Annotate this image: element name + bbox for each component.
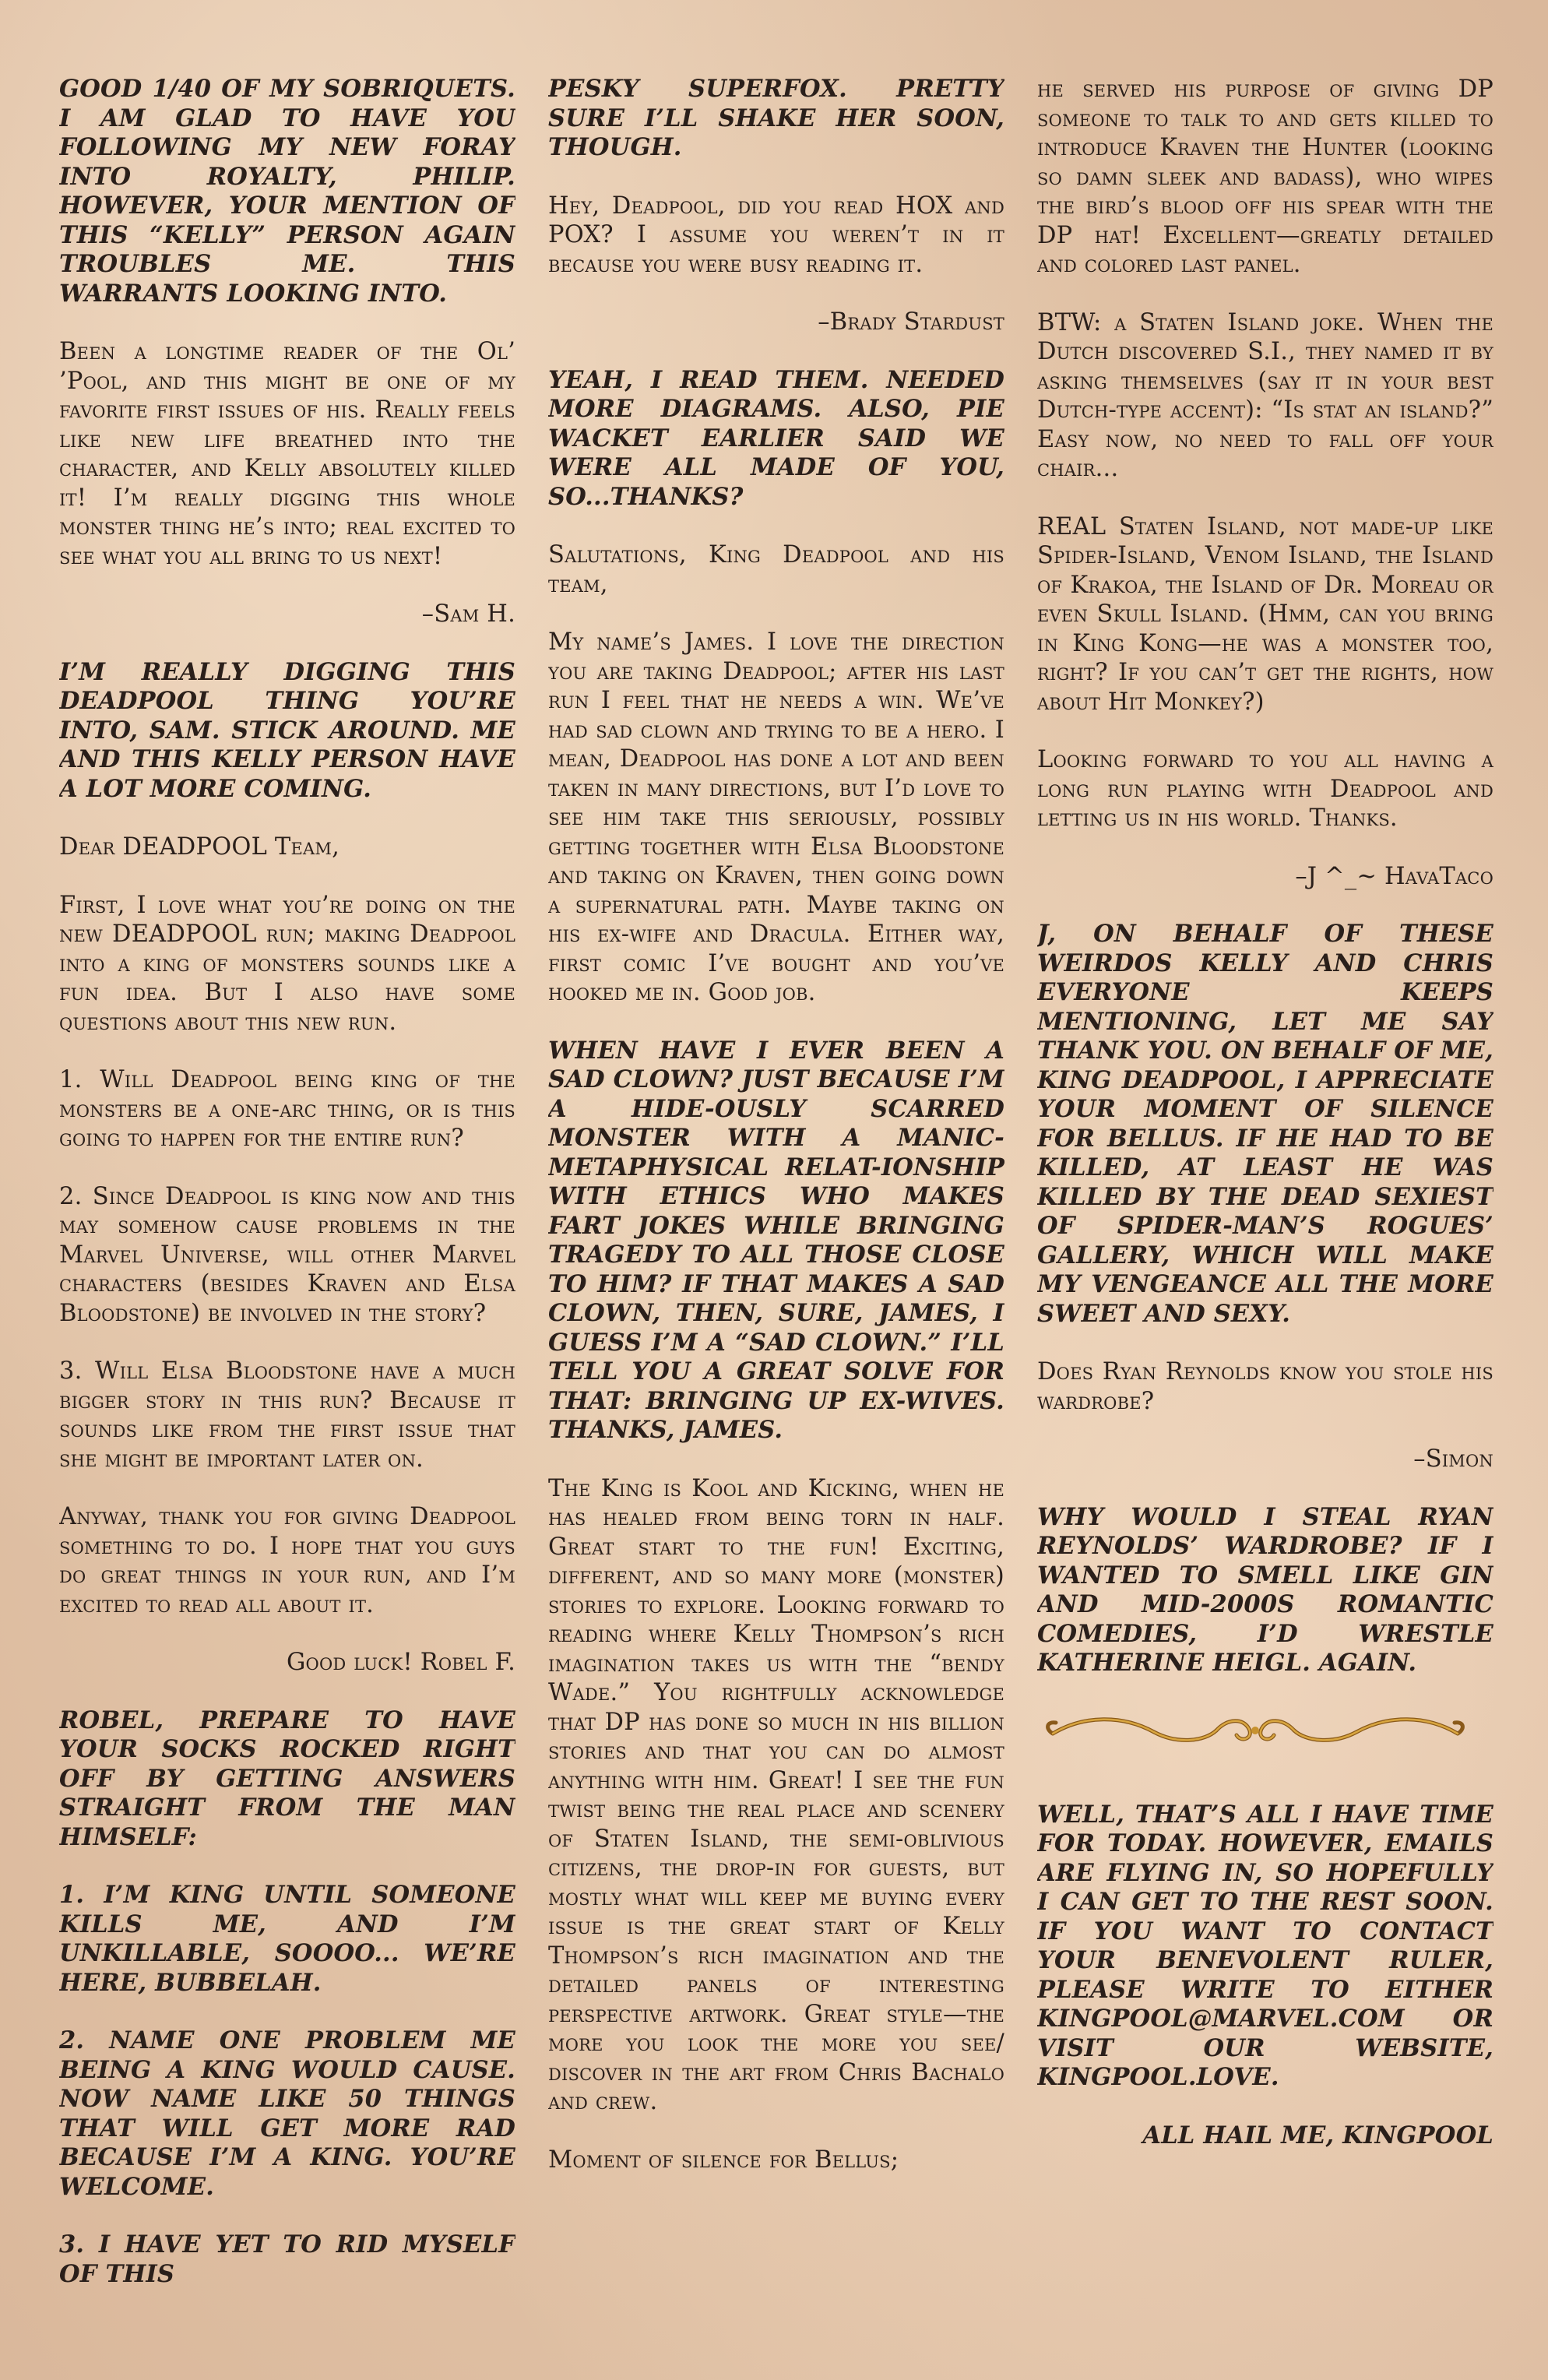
letter-paragraph: 1. Will Deadpool being king of the monsters be a one-arc thing, or is this going to happen for the entire run? xyxy=(59,1066,515,1152)
letter-paragraph: First, I love what you’re doing on the new DEADPOOL run; making Deadpool into a king of monsters sounds like a fun idea. But I also have some questions about this new run. xyxy=(59,891,515,1036)
letter-paragraph: 3. Will Elsa Bloodstone have a much bigger story in this run? Because it sounds like from the first issue that she might be important later on. xyxy=(59,1357,515,1473)
editor-response: GOOD 1/40 OF MY SOBRIQUETS. I AM GLAD TO HAVE YOU FOLLOWING MY NEW FORAY INTO ROYALTY, PHILIP. HOWEVER, YOUR MENTION OF THIS “KELLY” PERSON AGAIN TROUBLES ME. THIS WARRANTS LOOKING INTO. xyxy=(59,75,515,308)
letter-paragraph: Looking forward to you all having a long run playing with Deadpool and letting us in his world. Thanks. xyxy=(1037,746,1493,832)
letter-paragraph: Been a longtime reader of the Ol’ ’Pool, and this might be one of my favorite first issues of his. Really feels like new life breathed into the character, and Kelly absolutely killed it! I’m really digging this whole monster thing he’s into; real excited to see what you all bring to us next! xyxy=(59,338,515,570)
editor-response: WELL, THAT’S ALL I HAVE TIME FOR TODAY. HOWEVER, EMAILS ARE FLYING IN, SO HOPEFULLY I CAN GET TO THE REST SOON. IF YOU WANT TO CONTACT YOUR BENEVOLENT RULER, PLEASE WRITE TO EITHER KINGPOOL@MARVEL.COM OR VISIT OUR WEBSITE, KINGPOOL.LOVE. xyxy=(1037,1800,1493,2091)
letter-paragraph: BTW: a Staten Island joke. When the Dutch discovered S.I., they named it by asking themselves (say it in your best Dutch-type accent): “Is stat an island?” Easy now, no need to fall off your chair... xyxy=(1037,308,1493,482)
editor-response: YEAH, I READ THEM. NEEDED MORE DIAGRAMS. ALSO, PIE WACKET EARLIER SAID WE WERE ALL MADE OF YOU, SO...THANKS? xyxy=(548,365,1004,511)
letter-paragraph: Hey, Deadpool, did you read HOX and POX? I assume you weren’t in it because you were busy reading it. xyxy=(548,192,1004,278)
column-3 xyxy=(1037,75,1493,2364)
letter-paragraph: Does Ryan Reynolds know you stole his wardrobe? xyxy=(1037,1358,1493,1415)
letter-paragraph: The King is Kool and Kicking, when he has healed from being torn in half. Great start to the fun! Exciting, different, and so many more (monster) stories to explore. Looking forward to reading where Kelly Thompson’s rich imagination takes us with the “bendy Wade.” You rightfully acknowledge that DP has done so much in his billion stories and that you can do almost anything with him. Great! I see the fun twist being the real place and scenery of Staten Island, the semi-oblivious citizens, the drop-in for guests, but mostly what will keep me buying every issue is the great start of Kelly Thompson’s rich imagination and the detailed panels of interesting perspective artwork. Great style—the more you look the more you see/ discover in the art from Chris Bachalo and crew. xyxy=(548,1474,1004,2115)
editor-response: J, ON BEHALF OF THESE WEIRDOS KELLY AND CHRIS EVERYONE KEEPS MENTIONING, LET ME SAY THANK YOU. ON BEHALF OF ME, KING DEADPOOL, I APPRECIATE YOUR MOMENT OF SILENCE FOR BELLUS. IF HE HAD TO BE KILLED, AT LEAST HE WAS KILLED BY THE DEAD SEXIEST OF SPIDER-MAN’S ROGUES’ GALLERY, WHICH WILL MAKE MY VENGEANCE ALL THE MORE SWEET AND SEXY. xyxy=(1037,920,1493,1328)
letter-signature: –Sam H. xyxy=(421,600,515,628)
letter-paragraph: REAL Staten Island, not made-up like Spider-Island, Venom Island, the Island of Krakoa, the Island of Dr. Moreau or even Skull Island. (Hmm, can you bring in King Kong—he was a monster too, right? If you can’t get the rights, how about Hit Monkey?) xyxy=(1037,512,1493,716)
letter-signature: –Simon xyxy=(1413,1445,1493,1473)
letter-paragraph: Dear DEADPOOL Team, xyxy=(59,833,340,861)
editor-response: 1. I’M KING UNTIL SOMEONE KILLS ME, AND I’M UNKILLABLE, SOOOO... WE’RE HERE, BUBBELAH. xyxy=(59,1881,515,1997)
column-1 xyxy=(59,75,515,2364)
column-2 xyxy=(548,75,1004,2364)
letter-paragraph: Anyway, thank you for giving Deadpool something to do. I hope that you guys do great things in your run, and I’m excited to read all about it. xyxy=(59,1503,515,1618)
editor-response: 2. NAME ONE PROBLEM ME BEING A KING WOULD CAUSE. NOW NAME LIKE 50 THINGS THAT WILL GET MORE RAD BECAUSE I’M A KING. YOU’RE WELCOME. xyxy=(59,2026,515,2201)
letter-paragraph: he served his purpose of giving DP someone to talk to and gets killed to introduce Kraven the Hunter (looking so damn sleek and badass), who wipes the bird’s blood off his spear with the DP hat! Excellent—greatly detailed and colored last panel. xyxy=(1037,76,1493,278)
letter-signature: Good luck! Robel F. xyxy=(286,1649,515,1676)
editor-response: WHY WOULD I STEAL RYAN REYNOLDS’ WARDROBE? IF I WANTED TO SMELL LIKE GIN AND MID-2000S ROMANTIC COMEDIES, I’D WRESTLE KATHERINE HEIGL. AGAIN. xyxy=(1037,1502,1493,1677)
letter-paragraph: My name’s James. I love the direction you are taking Deadpool; after his last run I feel that he needs a win. We’ve had sad clown and trying to be a hero. I mean, Deadpool has done a lot and been taken in many directions, but I’d love to see him take this seriously, possibly getting together with Elsa Bloodstone and taking on Kraven, then going down a supernatural path. Maybe taking on his ex-wife and Dracula. Either way, first comic I’ve bought and you’ve hooked me in. Good job. xyxy=(548,628,1004,1006)
letter-paragraph: 2. Since Deadpool is king now and this may somehow cause problems in the Marvel Universe, will other Marvel characters (besides Kraven and Elsa Bloodstone) be involved in the story? xyxy=(59,1182,515,1327)
editor-response: PESKY SUPERFOX. PRETTY SURE I’LL SHAKE HER SOON, THOUGH. xyxy=(548,75,1004,161)
editor-signature: ALL HAIL ME, KINGPOOL xyxy=(1142,2121,1493,2149)
editor-response: 3. I HAVE YET TO RID MYSELF OF THIS xyxy=(59,2230,515,2288)
editor-response: ROBEL, PREPARE TO HAVE YOUR SOCKS ROCKED RIGHT OFF BY GETTING ANSWERS STRAIGHT FROM THE MAN HIMSELF: xyxy=(59,1706,515,1851)
letter-signature: –J ^_~ HavaTaco xyxy=(1295,862,1493,890)
scroll-divider-icon xyxy=(1037,1707,1473,1754)
letter-paragraph: Moment of silence for Bellus; xyxy=(548,2146,899,2174)
editor-response: I’M REALLY DIGGING THIS DEADPOOL THING YOU’RE INTO, SAM. STICK AROUND. ME AND THIS KELLY PERSON HAVE A LOT MORE COMING. xyxy=(59,657,515,803)
letter-paragraph: Salutations, King Deadpool and his team, xyxy=(548,541,1004,598)
editor-response: WHEN HAVE I EVER BEEN A SAD CLOWN? JUST BECAUSE I’M A HIDE-OUSLY SCARRED MONSTER WITH A MANIC-METAPHYSICAL RELAT-IONSHIP WITH ETHICS WHO MAKES FART JOKES WHILE BRINGING TRAGEDY TO ALL THOSE CLOSE TO HIM? IF THAT MAKES A SAD CLOWN, THEN, SURE, JAMES, I GUESS I’M A “SAD CLOWN.” I’LL TELL YOU A GREAT SOLVE FOR THAT: BRINGING UP EX-WIVES. THANKS, JAMES. xyxy=(548,1036,1004,1444)
letter-signature: –Brady Stardust xyxy=(818,308,1004,336)
